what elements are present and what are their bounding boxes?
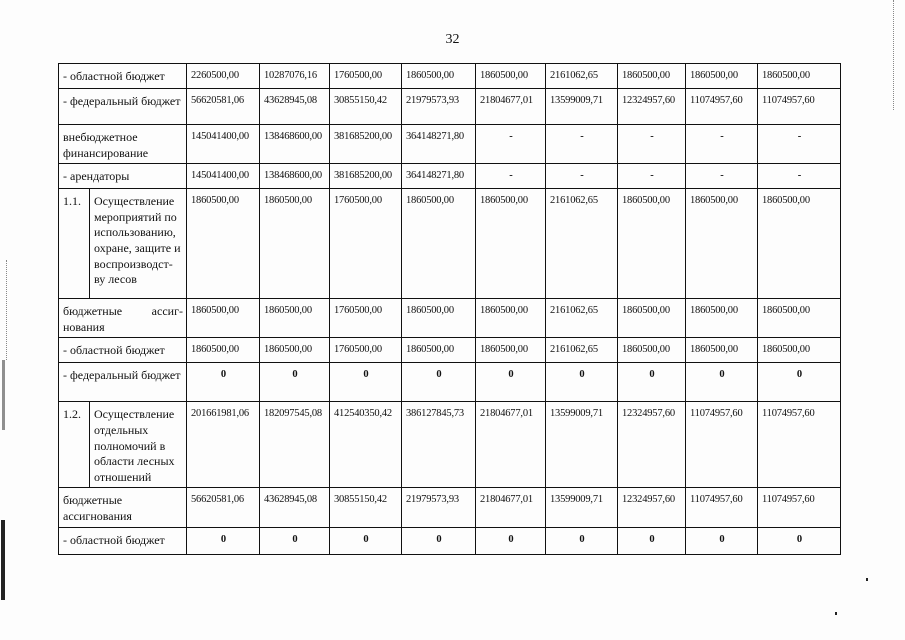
value-cell: 0: [330, 363, 402, 402]
scan-artifact: [2, 360, 5, 430]
value-cell: 56620581,06: [187, 488, 260, 527]
table-row: [59, 488, 841, 527]
value-cell: 201661981,06: [187, 402, 260, 488]
value-cell: 381685200,00: [330, 164, 402, 189]
row-label: - областной бюджет: [59, 338, 187, 363]
value-cell: 0: [187, 527, 260, 554]
value-cell: 386127845,73: [402, 402, 476, 488]
value-cell: 0: [546, 527, 618, 554]
value-cell: 1860500,00: [758, 338, 841, 363]
value-cell: 1760500,00: [330, 299, 402, 338]
value-cell: -: [686, 125, 758, 164]
item-description: Осуществление мероприятий по использованию, охране, защите и воспроизводст-ву лесов: [90, 189, 187, 299]
value-cell: 0: [402, 363, 476, 402]
value-cell: 0: [758, 363, 841, 402]
value-cell: 1860500,00: [476, 338, 546, 363]
value-cell: 21804677,01: [476, 488, 546, 527]
scan-artifact: [866, 578, 868, 581]
value-cell: 11074957,60: [758, 402, 841, 488]
value-cell: -: [618, 164, 686, 189]
row-label: - федеральный бюджет: [59, 363, 187, 402]
value-cell: 1860500,00: [402, 189, 476, 299]
value-cell: -: [686, 164, 758, 189]
value-cell: 2161062,65: [546, 299, 618, 338]
value-cell: 43628945,08: [260, 89, 330, 125]
table-row: [59, 527, 841, 554]
value-cell: -: [546, 164, 618, 189]
page-number: 32: [445, 32, 460, 47]
value-cell: -: [758, 164, 841, 189]
row-label: - арендаторы: [59, 164, 187, 189]
value-cell: 138468600,00: [260, 164, 330, 189]
value-cell: 1860500,00: [618, 299, 686, 338]
value-cell: 10287076,16: [260, 64, 330, 89]
value-cell: 21804677,01: [476, 402, 546, 488]
value-cell: 1860500,00: [476, 299, 546, 338]
scan-artifact: [6, 260, 8, 360]
row-label: внебюджетное финансирование: [59, 125, 187, 164]
table-row: [59, 189, 841, 299]
value-cell: 30855150,42: [330, 488, 402, 527]
value-cell: 1860500,00: [686, 64, 758, 89]
row-label: - федеральный бюджет: [59, 89, 187, 125]
value-cell: -: [546, 125, 618, 164]
table-row: [59, 363, 841, 402]
table-row: [59, 64, 841, 89]
value-cell: 1860500,00: [618, 338, 686, 363]
item-description: Осуществление отдельных полномочий в области лесных отношений: [90, 402, 187, 488]
value-cell: 0: [758, 527, 841, 554]
value-cell: 12324957,60: [618, 89, 686, 125]
value-cell: 2161062,65: [546, 189, 618, 299]
row-label: бюджетные ассигнования: [59, 488, 187, 527]
value-cell: 1860500,00: [260, 338, 330, 363]
value-cell: 0: [260, 527, 330, 554]
value-cell: 2260500,00: [187, 64, 260, 89]
value-cell: 0: [260, 363, 330, 402]
value-cell: 1860500,00: [187, 189, 260, 299]
value-cell: 0: [686, 363, 758, 402]
value-cell: 21979573,93: [402, 488, 476, 527]
value-cell: 1860500,00: [618, 64, 686, 89]
value-cell: 13599009,71: [546, 89, 618, 125]
table-row: [59, 89, 841, 125]
value-cell: 56620581,06: [187, 89, 260, 125]
row-label: - областной бюджет: [59, 64, 187, 89]
value-cell: 0: [330, 527, 402, 554]
scan-artifact: [1, 520, 5, 600]
value-cell: 1860500,00: [476, 64, 546, 89]
value-cell: 1860500,00: [187, 338, 260, 363]
table-row: [59, 402, 841, 488]
table-row: [59, 125, 841, 164]
value-cell: 0: [546, 363, 618, 402]
value-cell: 1860500,00: [618, 189, 686, 299]
scan-artifact: [893, 0, 895, 110]
value-cell: 1860500,00: [187, 299, 260, 338]
value-cell: 12324957,60: [618, 488, 686, 527]
value-cell: 11074957,60: [686, 488, 758, 527]
row-label: бюджетные ассиг-нования: [59, 299, 187, 338]
value-cell: 364148271,80: [402, 164, 476, 189]
value-cell: 1860500,00: [260, 299, 330, 338]
value-cell: 21804677,01: [476, 89, 546, 125]
value-cell: 13599009,71: [546, 402, 618, 488]
value-cell: 145041400,00: [187, 125, 260, 164]
scan-artifact: [835, 612, 837, 615]
value-cell: 1860500,00: [476, 189, 546, 299]
value-cell: 2161062,65: [546, 338, 618, 363]
table-row: [59, 338, 841, 363]
value-cell: -: [758, 125, 841, 164]
value-cell: 138468600,00: [260, 125, 330, 164]
value-cell: 13599009,71: [546, 488, 618, 527]
budget-table: [58, 63, 841, 555]
value-cell: 43628945,08: [260, 488, 330, 527]
value-cell: 11074957,60: [758, 89, 841, 125]
value-cell: 30855150,42: [330, 89, 402, 125]
value-cell: -: [476, 125, 546, 164]
value-cell: 21979573,93: [402, 89, 476, 125]
value-cell: 145041400,00: [187, 164, 260, 189]
row-label: - областной бюджет: [59, 527, 187, 554]
value-cell: -: [618, 125, 686, 164]
value-cell: 412540350,42: [330, 402, 402, 488]
value-cell: 182097545,08: [260, 402, 330, 488]
value-cell: 1860500,00: [686, 299, 758, 338]
value-cell: 1860500,00: [758, 189, 841, 299]
value-cell: 11074957,60: [758, 488, 841, 527]
value-cell: 11074957,60: [686, 402, 758, 488]
value-cell: 0: [686, 527, 758, 554]
value-cell: 11074957,60: [686, 89, 758, 125]
value-cell: 0: [476, 527, 546, 554]
value-cell: 1860500,00: [686, 189, 758, 299]
value-cell: 1860500,00: [260, 189, 330, 299]
value-cell: 12324957,60: [618, 402, 686, 488]
value-cell: 1860500,00: [402, 64, 476, 89]
table-row: [59, 299, 841, 338]
value-cell: 0: [476, 363, 546, 402]
value-cell: 1760500,00: [330, 189, 402, 299]
value-cell: 1860500,00: [758, 299, 841, 338]
value-cell: 0: [187, 363, 260, 402]
item-index: 1.1.: [59, 189, 90, 299]
value-cell: 381685200,00: [330, 125, 402, 164]
value-cell: 0: [618, 527, 686, 554]
value-cell: 1860500,00: [686, 338, 758, 363]
table-row: [59, 164, 841, 189]
value-cell: 1860500,00: [402, 338, 476, 363]
value-cell: 1860500,00: [758, 64, 841, 89]
value-cell: 1860500,00: [402, 299, 476, 338]
value-cell: 0: [618, 363, 686, 402]
value-cell: 2161062,65: [546, 64, 618, 89]
item-index: 1.2.: [59, 402, 90, 488]
value-cell: 0: [402, 527, 476, 554]
value-cell: 1760500,00: [330, 338, 402, 363]
value-cell: 1760500,00: [330, 64, 402, 89]
value-cell: 364148271,80: [402, 125, 476, 164]
value-cell: -: [476, 164, 546, 189]
